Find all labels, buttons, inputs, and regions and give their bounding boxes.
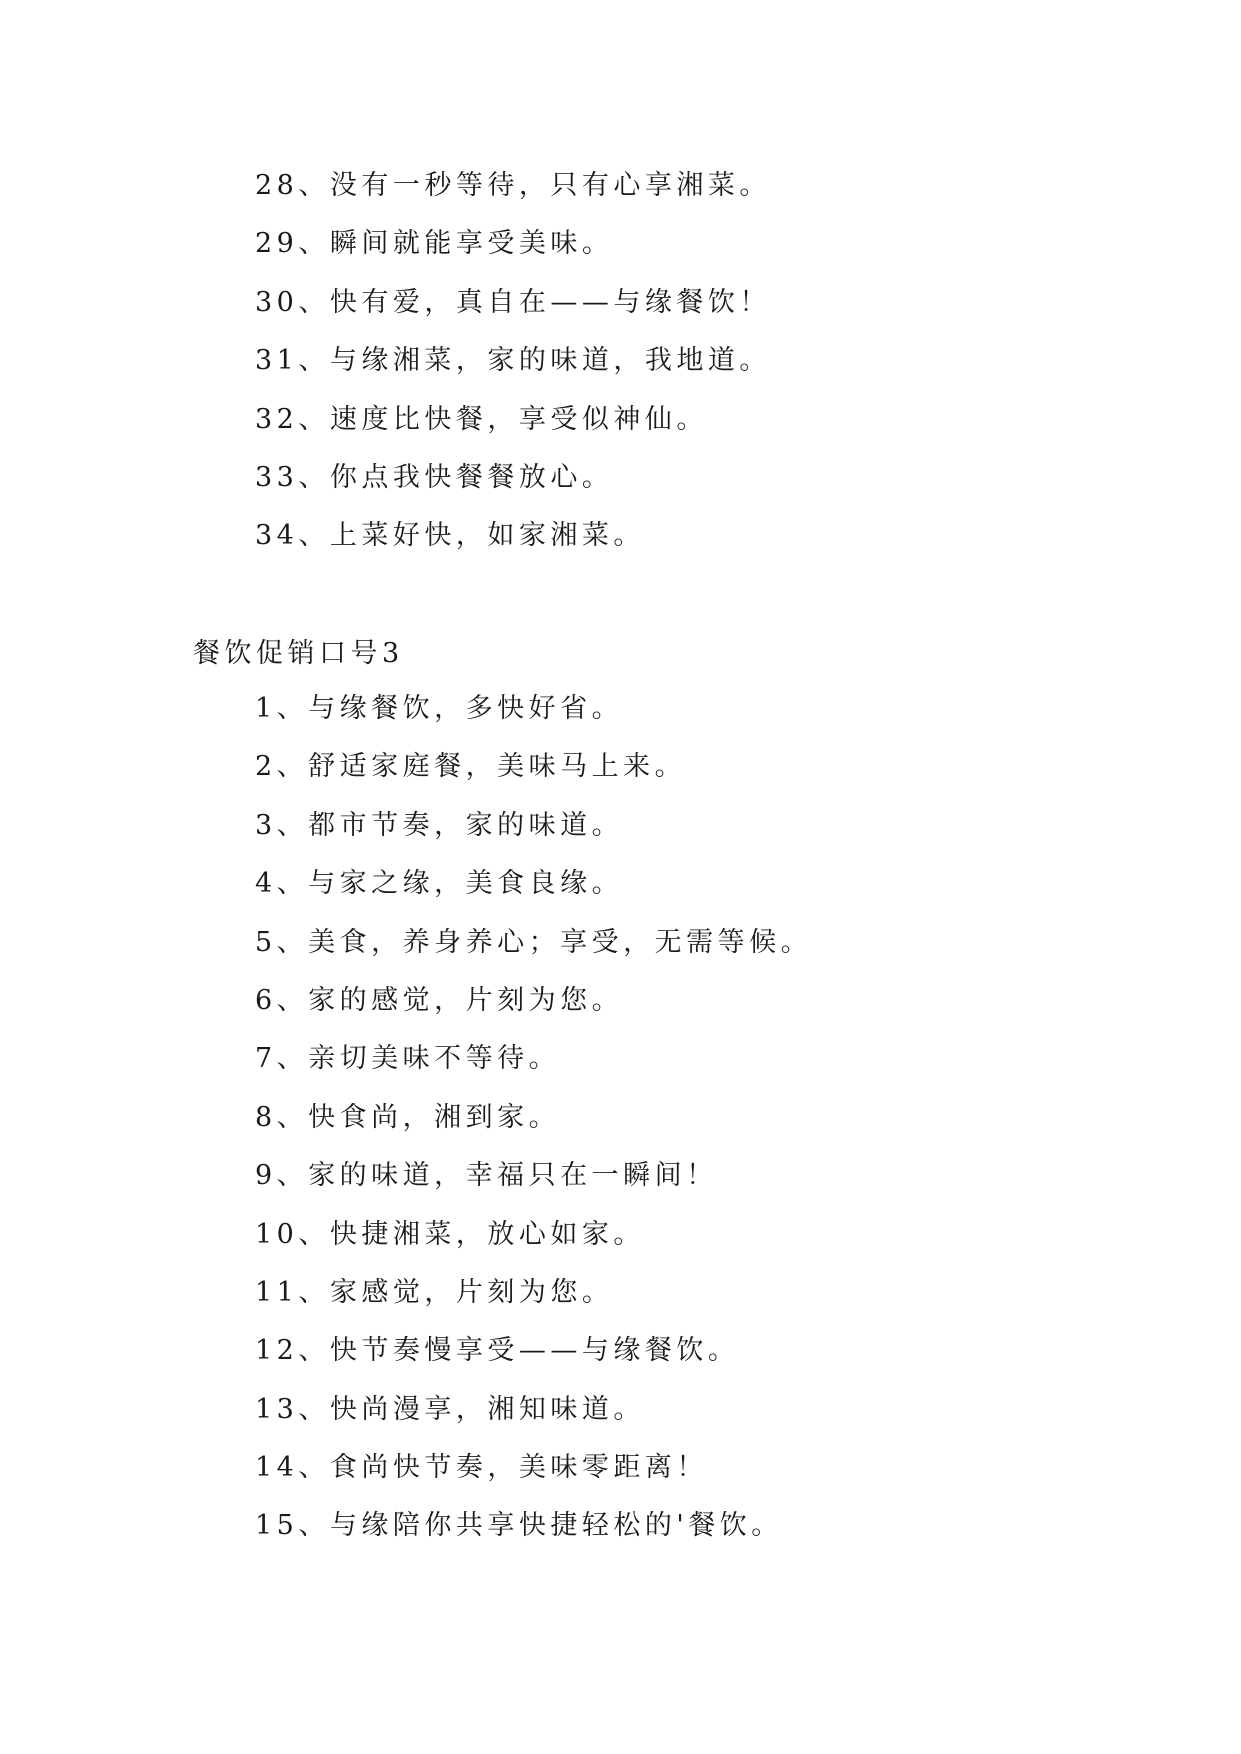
list-item: 1、与缘餐饮，多快好省。	[255, 693, 624, 724]
section-heading: 餐饮促销口号3	[193, 638, 404, 669]
list-item: 6、家的感觉，片刻为您。	[255, 984, 624, 1016]
list-item: 2、舒适家庭餐，美味马上来。	[255, 751, 687, 783]
list-item: 7、亲切美味不等待。	[255, 1043, 561, 1075]
list-item: 33、你点我快餐餐放心。	[255, 461, 614, 493]
list-item: 13、快尚漫享，湘知味道。	[255, 1393, 645, 1425]
list-item: 11、家感觉，片刻为您。	[255, 1276, 614, 1308]
list-item: 4、与家之缘，美食良缘。	[255, 868, 624, 900]
list-item: 10、快捷湘菜，放心如家。	[255, 1218, 645, 1250]
list-item: 15、与缘陪你共享快捷轻松的'餐饮。	[255, 1510, 783, 1542]
list-item: 12、快节奏慢享受——与缘餐饮。	[255, 1335, 740, 1367]
list-item: 14、食尚快节奏，美味零距离！	[255, 1452, 708, 1484]
list-item: 29、瞬间就能享受美味。	[255, 228, 614, 260]
list-item: 9、家的味道，幸福只在一瞬间！	[255, 1160, 718, 1192]
list-item: 5、美食，养身养心；享受，无需等候。	[255, 926, 813, 958]
slogan-list-3	[255, 680, 812, 1556]
list-item: 34、上菜好快，如家湘菜。	[255, 520, 645, 552]
list-item: 28、没有一秒等待，只有心享湘菜。	[255, 170, 771, 201]
list-item: 31、与缘湘菜，家的味道，我地道。	[255, 345, 771, 377]
list-item: 30、快有爱，真自在——与缘餐饮！	[255, 286, 771, 318]
list-item: 3、都市节奏，家的味道。	[255, 809, 624, 841]
list-item: 32、速度比快餐，享受似神仙。	[255, 403, 708, 435]
list-item: 8、快食尚，湘到家。	[255, 1101, 561, 1133]
slogan-list-continued	[255, 157, 771, 566]
